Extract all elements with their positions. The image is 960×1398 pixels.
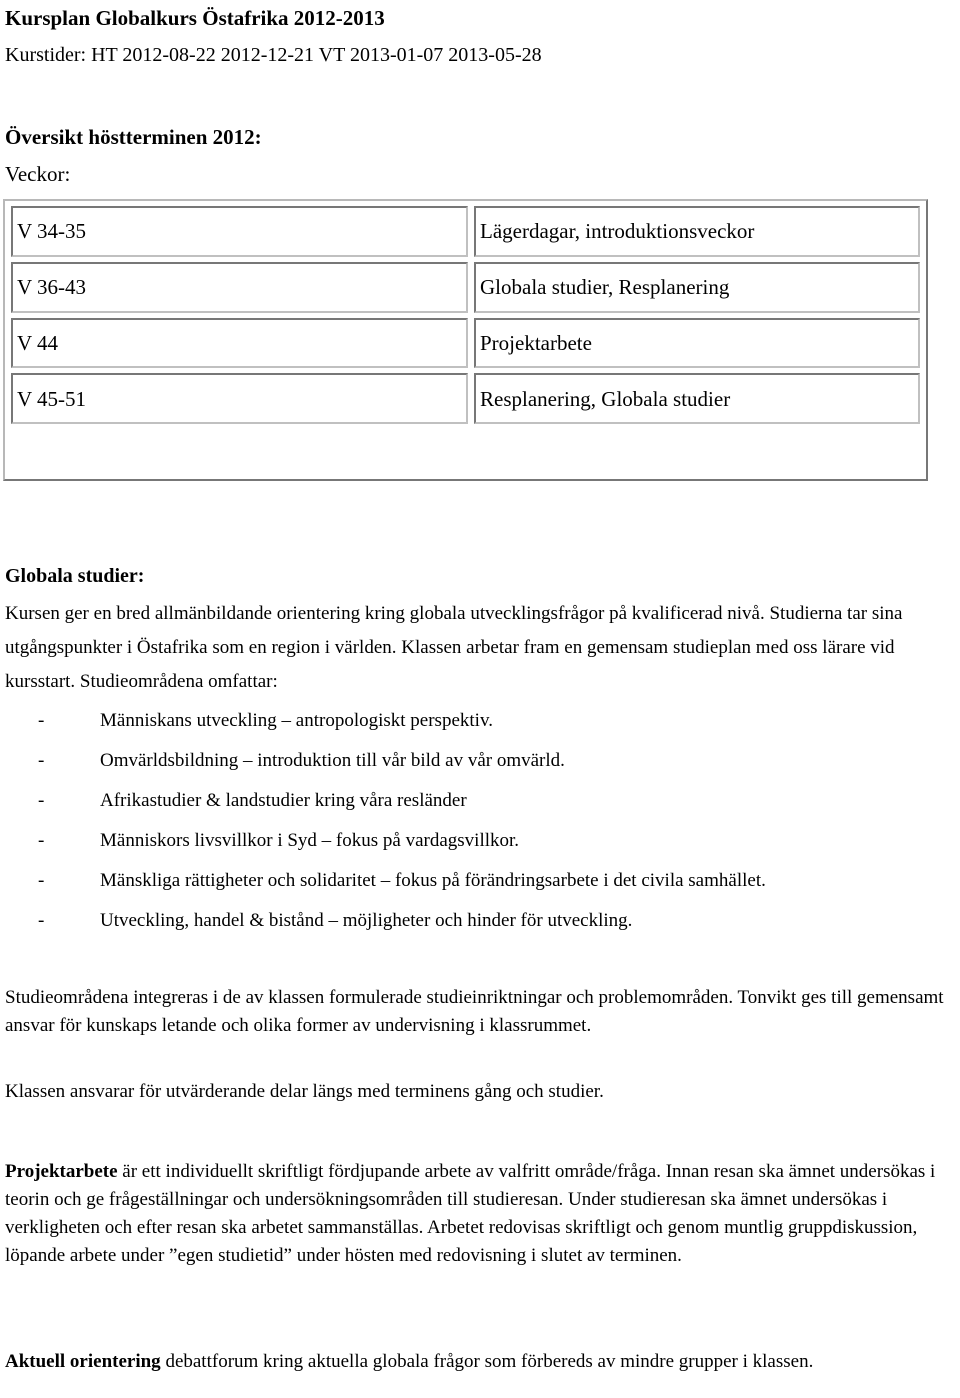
current-orientation-label: Aktuell orientering xyxy=(5,1351,161,1372)
activity-cell: Lägerdagar, introduktionsveckor xyxy=(474,206,920,257)
table-row xyxy=(11,318,920,369)
study-areas-list xyxy=(38,701,766,941)
table-spacer-row xyxy=(11,429,920,474)
list-item: - Utveckling, handel & bistånd – möjligheter och hinder för utveckling. xyxy=(38,901,766,941)
project-label: Projektarbete xyxy=(5,1161,118,1182)
project-text: är ett individuellt skriftligt fördjupande arbete av valfritt område/fråga. Innan resan ska ämnet undersökas i teorin och ge frågeställningar och undersökningsområden till studieresan. Under studieresan ska ämnet undersökas i verkligheten och efter resan ska arbetet sammanställas. Arbetet redovisas skriftligt och genom muntlig gruppdiskussion, löpande arbete under ”egen studietid” under hösten med redovisning i slutet av terminen. xyxy=(5,1161,936,1266)
study-areas-integration: Studieområdena integreras i de av klassen formulerade studieinriktningar och problemområden. Tonvikt ges till gemensamt ansvar för kunskaps letande och olika former av undervisning i klassrummet. xyxy=(5,987,944,1036)
activity-cell: Projektarbete xyxy=(474,318,920,369)
bullet-dash: - xyxy=(38,750,45,771)
weeks-table xyxy=(3,199,928,481)
project-paragraph xyxy=(5,1158,950,1270)
list-item: - Människans utveckling – antropologiskt perspektiv. xyxy=(38,701,766,741)
table-row xyxy=(11,373,920,424)
bullet-dash: - xyxy=(38,790,45,811)
table-row xyxy=(11,206,920,257)
bullet-dash: - xyxy=(38,830,45,851)
current-orientation-paragraph xyxy=(5,1348,950,1376)
list-item: - Människors livsvillkor i Syd – fokus på vardagsvillkor. xyxy=(38,821,766,861)
current-orientation-text: debattforum kring aktuella globala frågor som förbereds av mindre grupper i klassen. xyxy=(160,1351,814,1372)
bullet-dash: - xyxy=(38,710,45,731)
table-row xyxy=(11,262,920,313)
week-cell: V 44 xyxy=(11,318,468,369)
global-studies-heading: Globala studier: xyxy=(5,565,145,587)
list-item: - Omvärldsbildning – introduktion till vår bild av vår omvärld. xyxy=(38,741,766,781)
course-dates: Kurstider: HT 2012-08-22 2012-12-21 VT 2013-01-07 2013-05-28 xyxy=(5,44,542,66)
class-evaluation: Klassen ansvarar för utvärderande delar längs med terminens gång och studier. xyxy=(5,1081,604,1102)
weeks-label: Veckor: xyxy=(5,162,71,186)
list-item: - Afrikastudier & landstudier kring våra resländer xyxy=(38,781,766,821)
week-cell: V 34-35 xyxy=(11,206,468,257)
activity-cell: Resplanering, Globala studier xyxy=(474,373,920,424)
global-studies-intro: Kursen ger en bred allmänbildande orientering kring globala utvecklingsfrågor på kvalificerad nivå. Studierna tar sina utgångspunkter i Östafrika som en region i världen. Klassen arbetar fram en gemensam studieplan med oss lärare vid kursstart. Studieområdena omfattar: xyxy=(5,603,903,692)
activity-cell: Globala studier, Resplanering xyxy=(474,262,920,313)
list-item: - Mänskliga rättigheter och solidaritet – fokus på förändringsarbete i det civila samhället. xyxy=(38,861,766,901)
overview-heading: Översikt höstterminen 2012: xyxy=(5,125,262,149)
bullet-dash: - xyxy=(38,870,45,891)
bullet-dash: - xyxy=(38,910,45,931)
week-cell: V 45-51 xyxy=(11,373,468,424)
week-cell: V 36-43 xyxy=(11,262,468,313)
page-title: Kursplan Globalkurs Östafrika 2012-2013 xyxy=(5,6,385,30)
